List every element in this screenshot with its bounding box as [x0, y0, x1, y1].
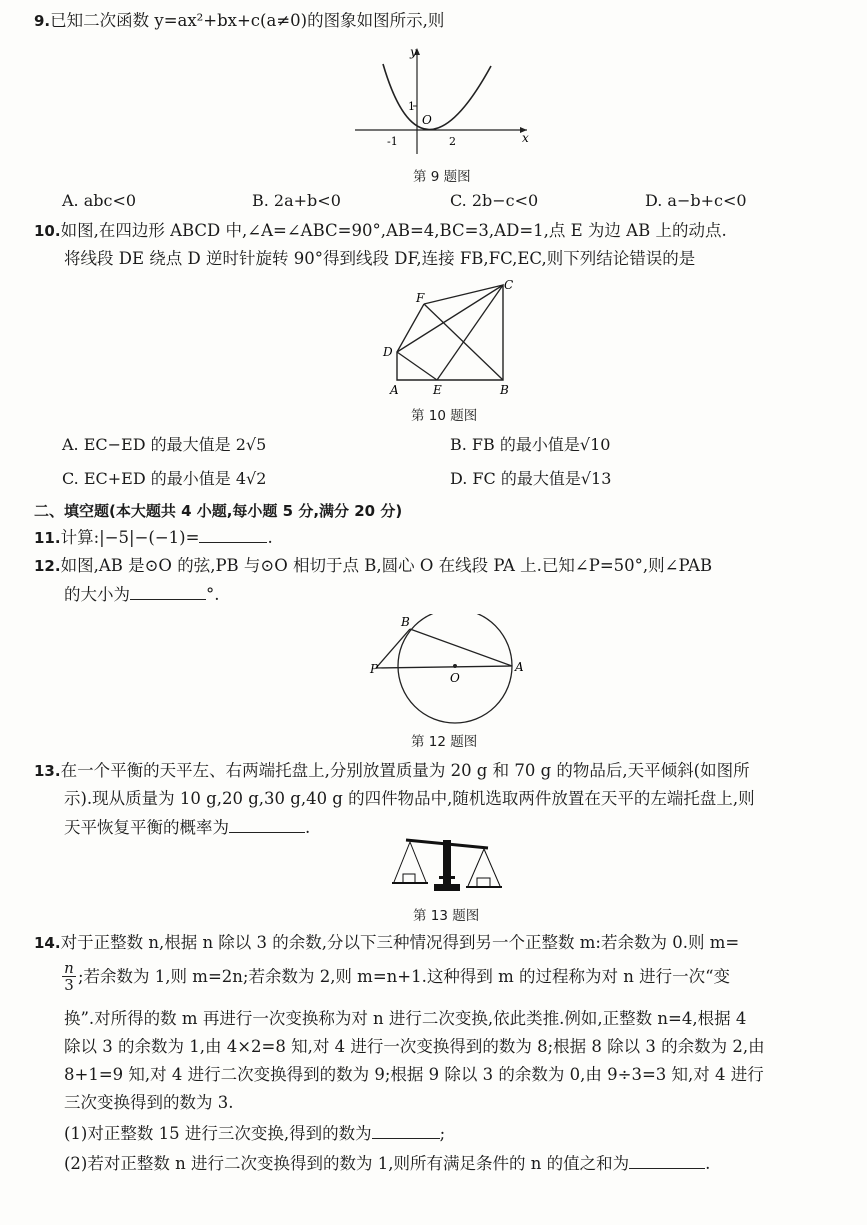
q12-label-b: B [401, 615, 410, 629]
q12-text1: 如图,AB 是⊙O 的弦,PB 与⊙O 相切于点 B,圆心 O 在线段 PA 上.已知∠P=50°,则∠PAB [60, 556, 713, 575]
q10-option-b: B. FB 的最小值是√10 [450, 435, 611, 454]
q12-text2a: 的大小为 [64, 585, 130, 604]
q13-text3a: 天平恢复平衡的概率为 [64, 818, 229, 837]
q12-number: 12. [34, 557, 61, 575]
q14-sub2 [64, 1152, 710, 1175]
q10-stem-line2: 将线段 DE 绕点 D 逆时针旋转 90°得到线段 DF,连接 FB,FC,EC,则下列结论错误的是 [64, 249, 696, 268]
q12-circle-figure [368, 614, 528, 724]
q13-text1: 在一个平衡的天平左、右两端托盘上,分别放置质量为 20 g 和 70 g 的物品后,天平倾斜(如图所 [60, 761, 750, 780]
q10-stem-line1 [34, 220, 727, 242]
q10-option-c: C. EC+ED 的最小值是 4√2 [62, 469, 267, 488]
q10-label-c: C [504, 280, 514, 292]
q12-caption: 第 12 题图 [411, 734, 478, 750]
q12-text2b: °. [206, 585, 220, 604]
q14-stem-line3: 换”.对所得的数 m 再进行一次变换称为对 n 进行二次变换,依此类推.例如,正整数 n=4,根据 4 [64, 1009, 747, 1028]
q10-label-d: D [383, 345, 393, 359]
q13-stem-line1 [34, 760, 750, 782]
q9-caption: 第 9 题图 [413, 169, 471, 185]
q11-end: . [267, 528, 273, 547]
q12-label-o: O [450, 671, 460, 685]
q14-stem-line5: 8+1=9 知,对 4 进行二次变换得到的数为 9;根据 9 除以 3 的余数为 0,由 9÷3=3 知,对 4 进行 [64, 1065, 764, 1084]
q9-text: 已知二次函数 y=ax²+bx+c(a≠0)的图象如图所示,则 [50, 11, 445, 30]
q10-text1: 如图,在四边形 ABCD 中,∠A=∠ABC=90°,AB=4,BC=3,AD=1,点 E 为边 AB 上的动点. [60, 221, 727, 240]
q12-answer-blank[interactable] [130, 583, 206, 600]
q12-label-a: A [515, 660, 524, 674]
q9-tick-1: 1 [408, 100, 415, 113]
q14-sub2-end: . [705, 1154, 711, 1173]
q9-number: 9. [34, 12, 51, 30]
q10-number: 10. [34, 222, 61, 240]
q9-option-d: D. a−b+c<0 [645, 191, 747, 210]
q10-label-a: A [390, 383, 399, 397]
q14-stem-line6: 三次变换得到的数为 3. [64, 1093, 234, 1112]
q13-number: 13. [34, 762, 61, 780]
q14-sub1-answer-blank[interactable] [372, 1122, 440, 1139]
q13-stem-line3 [64, 816, 310, 839]
q9-option-b: B. 2a+b<0 [252, 191, 341, 210]
q9-y-label: y [410, 45, 417, 59]
q9-option-a: A. abc<0 [62, 191, 137, 210]
q14-text1: 对于正整数 n,根据 n 除以 3 的余数,分以下三种情况得到另一个正整数 m:若余数为 0.则 m= [60, 933, 740, 952]
q10-quadrilateral-figure [380, 280, 520, 398]
q14-sub1-text: (1)对正整数 15 进行三次变换,得到的数为 [64, 1124, 372, 1143]
section-title: 二、填空题(本大题共 4 小题,每小题 5 分,满分 20 分) [34, 502, 403, 520]
q14-sub2-text: (2)若对正整数 n 进行二次变换得到的数为 1,则所有满足条件的 n 的值之和为 [64, 1154, 630, 1173]
q13-answer-blank[interactable] [229, 816, 305, 833]
q14-stem-line4: 除以 3 的余数为 1,由 4×2=8 知,对 4 进行一次变换得到的数为 8;根据 8 除以 3 的余数为 2,由 [64, 1037, 765, 1056]
q14-stem-line1 [34, 932, 739, 954]
q14-sub2-answer-blank[interactable] [629, 1152, 705, 1169]
q9-parabola-figure [355, 44, 535, 156]
q14-fraction-numerator: n [64, 959, 74, 977]
q10-caption: 第 10 题图 [411, 408, 478, 424]
q11-stem [34, 526, 273, 549]
q11-number: 11. [34, 529, 61, 547]
q14-fraction [62, 960, 76, 993]
q13-caption: 第 13 题图 [413, 908, 480, 924]
q13-balance-figure [388, 836, 506, 896]
q11-answer-blank[interactable] [199, 526, 267, 543]
q13-text3b: . [305, 818, 311, 837]
q12-stem-line1 [34, 555, 712, 577]
q14-fraction-denominator: 3 [62, 976, 76, 993]
q9-origin-label: O [422, 113, 432, 127]
q12-label-p: P [370, 662, 379, 676]
q9-x-label: x [522, 131, 529, 145]
q14-sub1-end: ; [439, 1124, 446, 1143]
q10-option-d: D. FC 的最大值是√13 [450, 469, 612, 488]
q13-stem-line2: 示).现从质量为 10 g,20 g,30 g,40 g 的四件物品中,随机选取两件放置在天平的左端托盘上,则 [64, 789, 755, 808]
q9-tick-2: 2 [449, 135, 456, 148]
q14-number: 14. [34, 934, 61, 952]
q11-text: 计算:|−5|−(−1)= [60, 528, 200, 547]
q10-option-a: A. EC−ED 的最大值是 2√5 [62, 435, 267, 454]
q10-label-b: B [500, 383, 509, 397]
q9-option-c: C. 2b−c<0 [450, 191, 539, 210]
q14-sub1 [64, 1122, 445, 1145]
q10-label-e: E [433, 383, 442, 397]
q10-label-f: F [416, 291, 425, 305]
q9-stem [34, 10, 444, 32]
q14-stem-line2: ;若余数为 1,则 m=2n;若余数为 2,则 m=n+1.这种得到 m 的过程称为对 n 进行一次“变 [78, 967, 731, 986]
q9-tick-m1: -1 [387, 135, 398, 148]
q12-stem-line2 [64, 583, 220, 606]
